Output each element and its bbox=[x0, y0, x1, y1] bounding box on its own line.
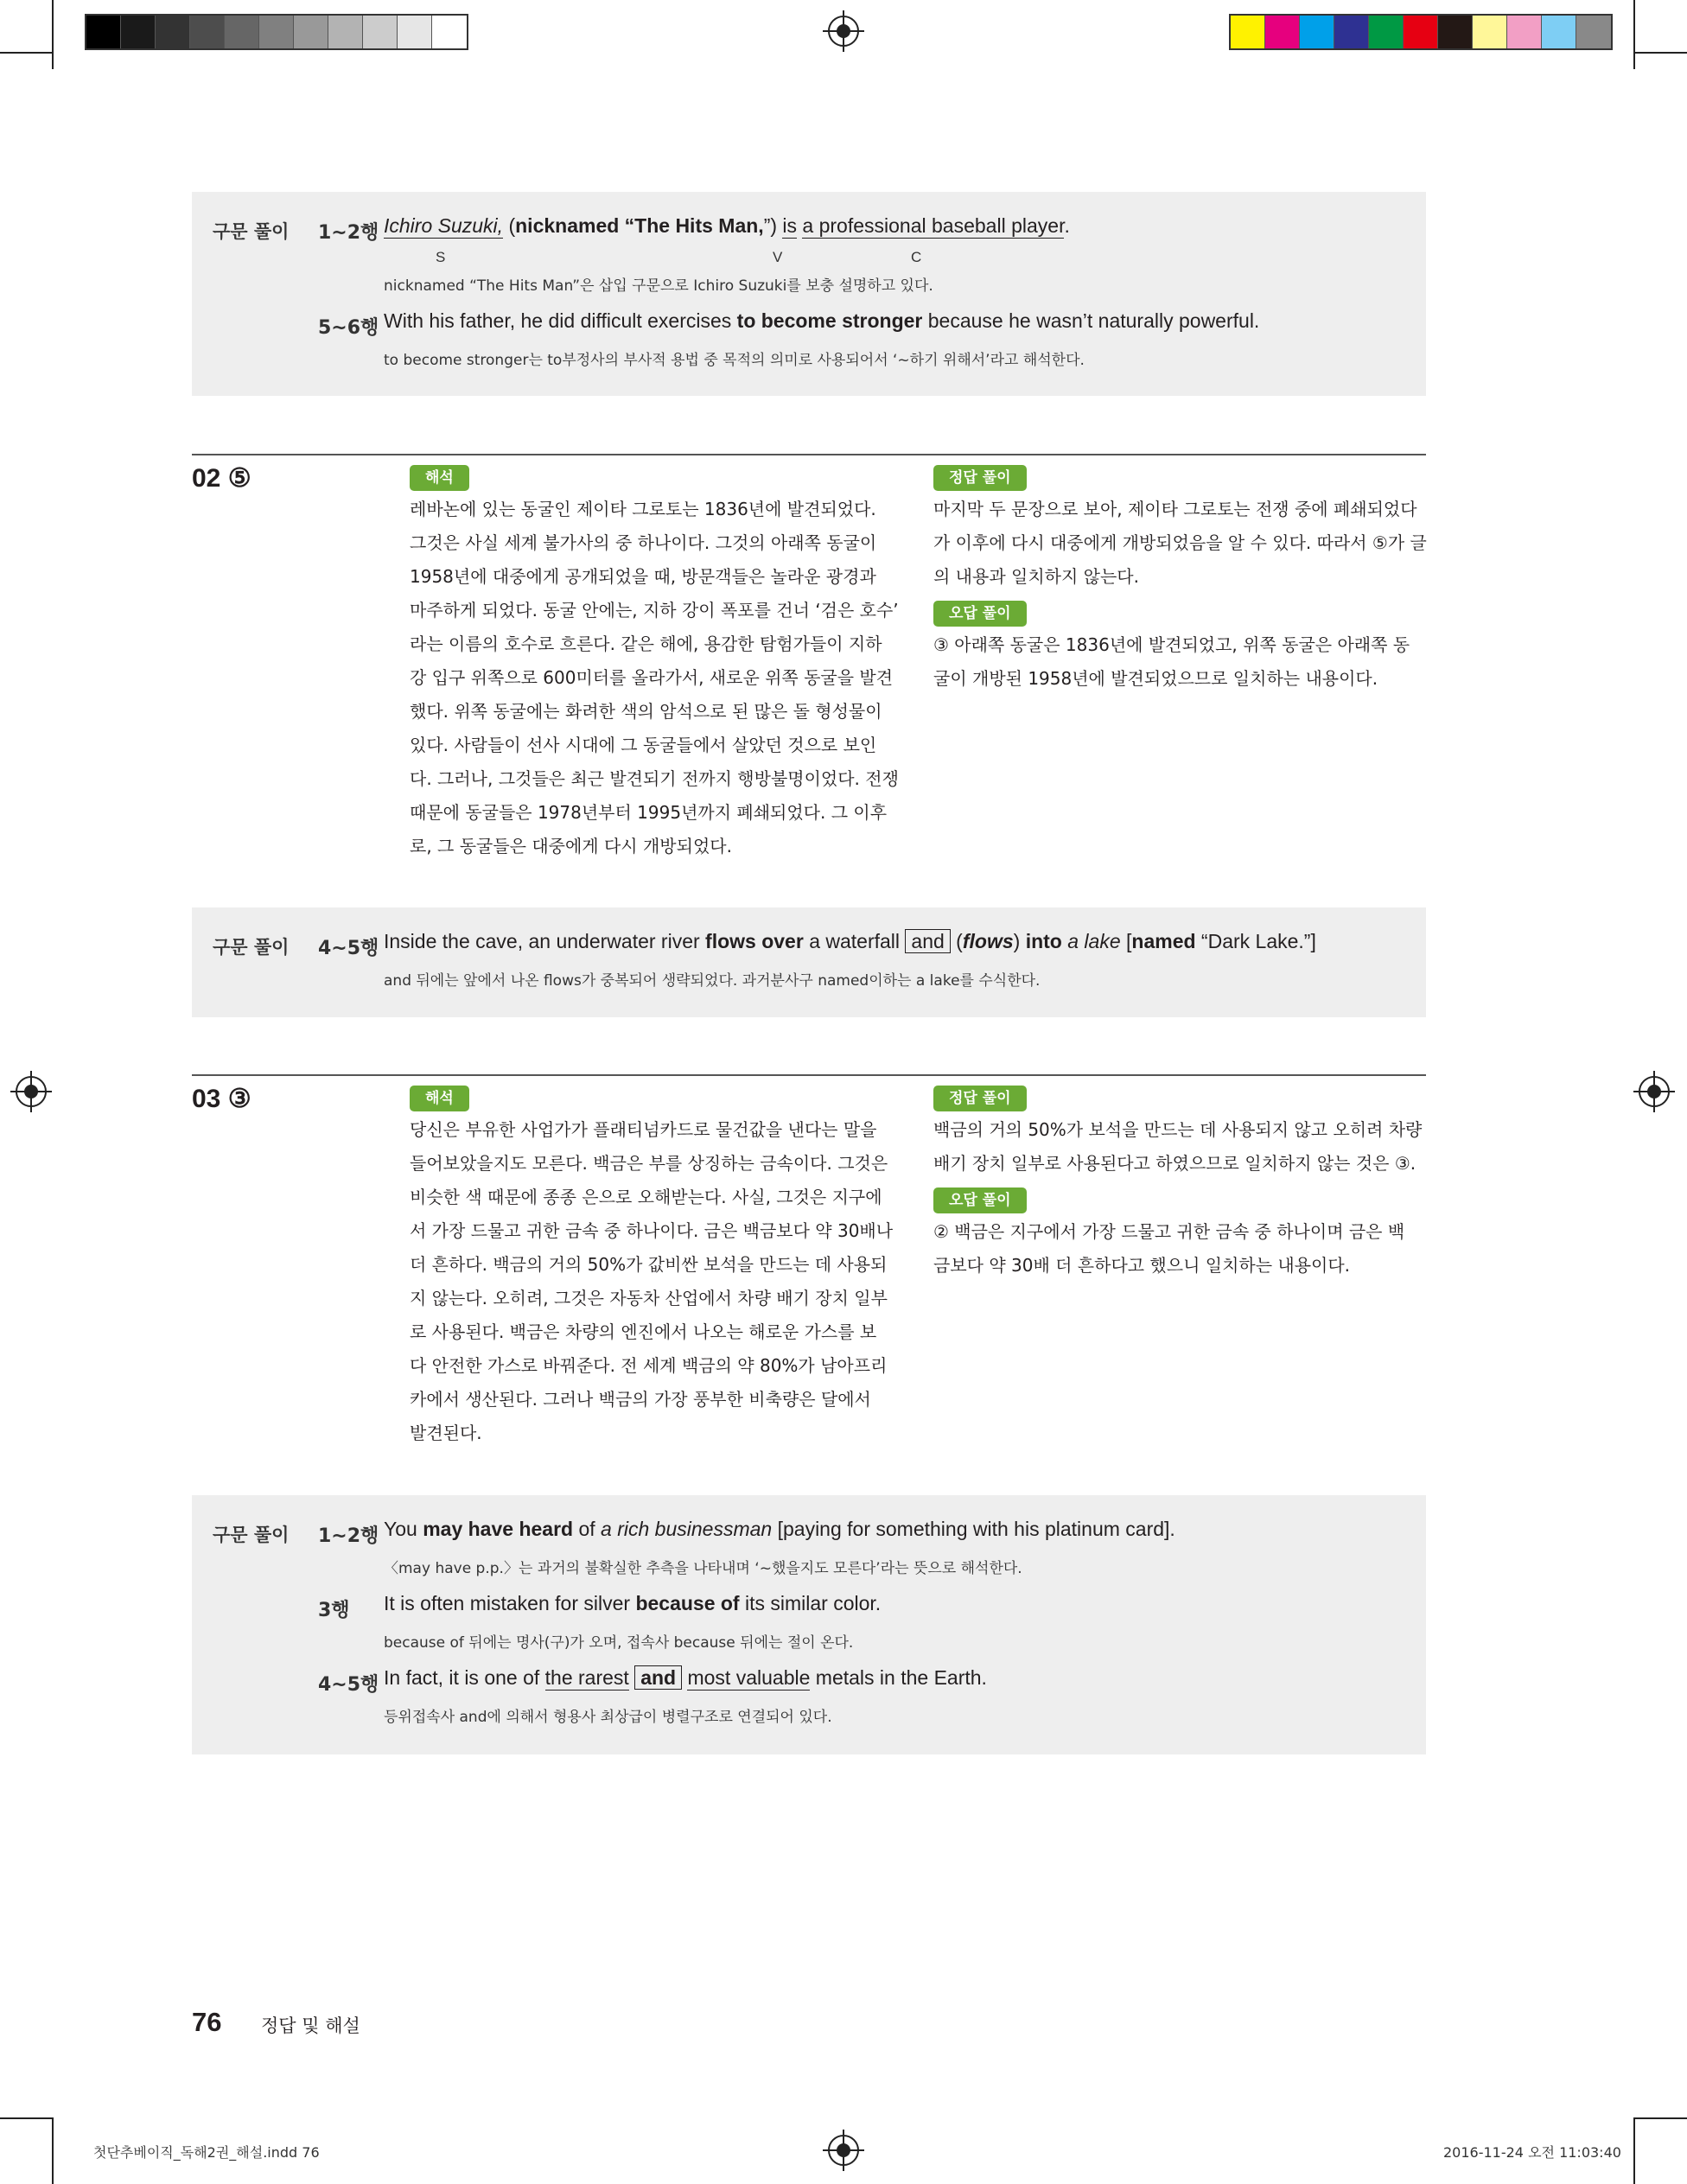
syntax-note-heading: 구문 풀이 bbox=[213, 221, 290, 242]
print-slug-datetime: 2016-11-24 오전 11:03:40 bbox=[1443, 2144, 1621, 2161]
explanation-note: and 뒤에는 앞에서 나온 flows가 중복되어 생략되었다. 과거분사구 named이하는 a lake를 수식한다. bbox=[384, 972, 1041, 990]
gray-swatch bbox=[294, 16, 328, 48]
role-label-v: V bbox=[773, 249, 783, 265]
color-swatch bbox=[1542, 16, 1576, 48]
syntax-note-heading: 구문 풀이 bbox=[213, 1525, 290, 1545]
crop-mark bbox=[1635, 52, 1687, 54]
question-number: 03 ③ bbox=[192, 1085, 251, 1113]
syntax-note-box-3 bbox=[192, 1495, 1426, 1754]
answer-explanation-text: 마지막 두 문장으로 보아, 제이타 그로토는 전쟁 중에 폐쇄되었다 가 이후에 다시 대중에게 개방되었음을 알 수 있다. 따라서 ⑤가 글 의 내용과 일치하지 않는다. bbox=[933, 499, 1427, 587]
registration-mark-icon bbox=[828, 2135, 859, 2166]
translation-text: 레바논에 있는 동굴인 제이타 그로토는 1836년에 발견되었다. 그것은 사실 세계 불가사의 중 하나이다. 그것의 아래쪽 동굴이 1958년에 대중에게 공개되었을 때, 방문객들은 놀라운 광경과 마주하게 되었다. 동굴 안에는, 지하 강이 폭포를 건너 ‘검은 호수’ 라는 이름의 호수로 흐른다. 같은 해에, 용감한 탐험가들이 지하 강 입구 위쪽으로 600미터를 올라가서, 새로운 위쪽 동굴을 발견 했다. 위쪽 동굴에는 화려한 색의 암석으로 된 많은 돌 형성물이 있다. 사람들이 선사 시대에 그 동굴들에서 살았던 것으로 보인 다. 그러나, 그것들은 최근 발견되기 전까지 행방불명이었다. 전쟁 때문에 동굴들은 1978년부터 1995년까지 폐쇄되었다. 그 이후 로, 그 동굴들은 대중에게 다시 개방되었다. bbox=[410, 499, 899, 856]
gray-swatch bbox=[259, 16, 294, 48]
color-swatch bbox=[1369, 16, 1404, 48]
registration-mark-icon bbox=[16, 1076, 47, 1107]
conjunction-box: and bbox=[905, 929, 950, 953]
crop-mark bbox=[1633, 0, 1635, 69]
syntax-note-box-1 bbox=[192, 192, 1426, 396]
conjunction-box: and bbox=[634, 1665, 682, 1690]
wrong-answer-badge: 오답 풀이 bbox=[933, 601, 1027, 627]
color-swatch bbox=[1404, 16, 1438, 48]
gray-swatch bbox=[156, 16, 190, 48]
color-swatch bbox=[1231, 16, 1265, 48]
gray-swatch bbox=[121, 16, 156, 48]
explanation-note: because of 뒤에는 명사(구)가 오며, 접속사 because 뒤에는 절이 온다. bbox=[384, 1634, 854, 1652]
color-swatch bbox=[1438, 16, 1473, 48]
crop-mark bbox=[52, 2117, 54, 2184]
example-sentence: Ichiro Suzuki, (nicknamed “The Hits Man,”) is a professional baseball player. bbox=[384, 214, 1070, 237]
page-number: 76 bbox=[192, 2007, 222, 2037]
explanation-note: to become stronger는 to부정사의 부사적 용법 중 목적의 의미로 사용되어서 ‘~하기 위해서’라고 해석한다. bbox=[384, 352, 1085, 369]
translation-text: 당신은 부유한 사업가가 플래티넘카드로 물건값을 낸다는 말을 들어보았을지도 모른다. 백금은 부를 상징하는 금속이다. 그것은 비슷한 색 때문에 종종 은으로 오해받는다. 사실, 그것은 지구에 서 가장 드물고 귀한 금속 중 하나이다. 금은 백금보다 약 30배나 더 흔하다. 백금의 거의 50%가 값비싼 보석을 만드는 데 사용되 지 않는다. 오히려, 그것은 자동차 산업에서 차량 배기 장치 일부 로 사용된다. 백금은 차량의 엔진에서 나오는 해로운 가스를 보 다 안전한 가스로 바꿔준다. 전 세계 백금의 약 80%가 남아프리 카에서 생산된다. 그러나 백금의 가장 풍부한 비축량은 달에서 발견된다. bbox=[410, 1119, 894, 1443]
color-swatch bbox=[1300, 16, 1334, 48]
syntax-note-box-2 bbox=[192, 907, 1426, 1017]
registration-mark-icon bbox=[1639, 1076, 1670, 1107]
line-reference: 5~6행 bbox=[318, 317, 379, 339]
crop-mark bbox=[52, 0, 54, 69]
section-label: 정답 및 해설 bbox=[261, 2015, 360, 2036]
gray-swatch bbox=[398, 16, 432, 48]
example-sentence: With his father, he did difficult exercises to become stronger because he wasn’t naturally powerful. bbox=[384, 309, 1260, 332]
explanation-note: nicknamed “The Hits Man”은 삽입 구문으로 Ichiro Suzuki를 보충 설명하고 있다. bbox=[384, 277, 933, 295]
question-number: 02 ⑤ bbox=[192, 464, 251, 493]
color-swatch bbox=[1576, 16, 1611, 48]
wrong-answer-badge: 오답 풀이 bbox=[933, 1188, 1027, 1213]
crop-mark bbox=[1633, 2117, 1635, 2184]
process-color-bar bbox=[1229, 14, 1613, 50]
grayscale-color-bar bbox=[85, 14, 468, 50]
line-reference: 1~2행 bbox=[318, 1525, 379, 1547]
print-slug-file: 첫단추베이직_독해2권_해설.indd 76 bbox=[93, 2144, 320, 2161]
crop-mark bbox=[1635, 2117, 1687, 2119]
verb-phrase: is bbox=[782, 214, 798, 237]
example-sentence: You may have heard of a rich businessman [paying for something with his platinum card]. bbox=[384, 1518, 1175, 1540]
example-sentence: It is often mistaken for silver because of its similar color. bbox=[384, 1592, 882, 1614]
line-reference: 3행 bbox=[318, 1600, 350, 1621]
example-sentence: In fact, it is one of the rarest and most valuable metals in the Earth. bbox=[384, 1666, 987, 1689]
syntax-note-heading: 구문 풀이 bbox=[213, 937, 290, 958]
answer-explanation-badge: 정답 풀이 bbox=[933, 465, 1027, 491]
wrong-answer-text: ③ 아래쪽 동굴은 1836년에 발견되었고, 위쪽 동굴은 아래쪽 동 굴이 개방된 1958년에 발견되었으므로 일치하는 내용이다. bbox=[933, 634, 1410, 689]
subject-phrase: Ichiro Suzuki, bbox=[384, 214, 504, 237]
gray-swatch bbox=[432, 16, 467, 48]
section-divider bbox=[192, 454, 1426, 455]
explanation-note: 등위접속사 and에 의해서 형용사 최상급이 병렬구조로 연결되어 있다. bbox=[384, 1709, 832, 1726]
color-swatch bbox=[1507, 16, 1542, 48]
gray-swatch bbox=[225, 16, 259, 48]
line-reference: 4~5행 bbox=[318, 938, 379, 959]
example-sentence: Inside the cave, an underwater river flows over a waterfall and (flows) into a lake [named “Dark Lake.”] bbox=[384, 930, 1316, 952]
explanation-note: 〈may have p.p.〉는 과거의 불확실한 추측을 나타내며 ‘~했을지도 모른다’라는 뜻으로 해석한다. bbox=[384, 1560, 1022, 1577]
gray-swatch bbox=[328, 16, 363, 48]
translation-badge: 해석 bbox=[410, 465, 469, 491]
color-swatch bbox=[1473, 16, 1507, 48]
line-reference: 4~5행 bbox=[318, 1674, 379, 1696]
gray-swatch bbox=[190, 16, 225, 48]
complement-phrase: a professional baseball player bbox=[802, 214, 1065, 237]
color-swatch bbox=[1334, 16, 1369, 48]
role-label-s: S bbox=[436, 249, 446, 265]
crop-mark bbox=[0, 2117, 52, 2119]
crop-mark bbox=[0, 52, 52, 54]
gray-swatch bbox=[363, 16, 398, 48]
role-label-c: C bbox=[911, 249, 922, 265]
gray-swatch bbox=[86, 16, 121, 48]
translation-badge: 해석 bbox=[410, 1086, 469, 1111]
line-reference: 1~2행 bbox=[318, 222, 379, 244]
section-divider bbox=[192, 1074, 1426, 1076]
registration-mark-icon bbox=[828, 16, 859, 47]
wrong-answer-text: ② 백금은 지구에서 가장 드물고 귀한 금속 중 하나이며 금은 백 금보다 약 30배 더 흔하다고 했으니 일치하는 내용이다. bbox=[933, 1221, 1405, 1276]
answer-explanation-badge: 정답 풀이 bbox=[933, 1086, 1027, 1111]
color-swatch bbox=[1265, 16, 1300, 48]
answer-explanation-text: 백금의 거의 50%가 보석을 만드는 데 사용되지 않고 오히려 차량 배기 장치 일부로 사용된다고 하였으므로 일치하지 않는 것은 ③. bbox=[933, 1119, 1423, 1174]
